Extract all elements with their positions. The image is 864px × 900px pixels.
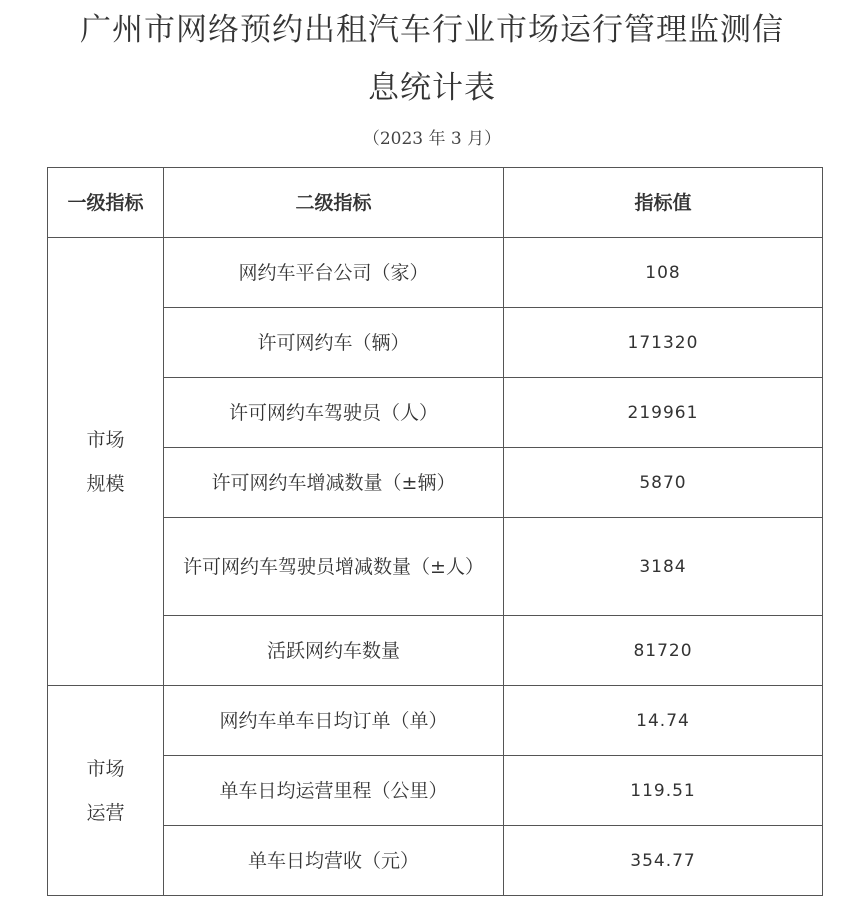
category-label-line-2: 运营 <box>86 801 125 824</box>
indicator-cell: 网约车单车日均订单（单） <box>164 686 504 756</box>
category-label-line-1: 市场 <box>86 757 125 780</box>
indicator-cell: 许可网约车驾驶员增减数量（±人） <box>164 518 504 616</box>
document-title-line-2: 息统计表 <box>368 70 496 106</box>
statistics-table <box>47 167 823 896</box>
indicator-cell: 单车日均营收（元） <box>164 826 504 896</box>
table-row <box>48 448 823 518</box>
indicator-cell: 活跃网约车数量 <box>164 616 504 686</box>
document-title-line-1: 广州市网络预约出租汽车行业市场运行管理监测信 <box>80 12 784 48</box>
header-level-2-indicator: 二级指标 <box>164 168 504 238</box>
table-row <box>48 378 823 448</box>
value-cell: 14.74 <box>504 686 823 756</box>
value-cell: 354.77 <box>504 826 823 896</box>
document-date: （2023 年 3 月） <box>362 129 502 149</box>
header-indicator-value: 指标值 <box>504 168 823 238</box>
table-row <box>48 238 823 308</box>
value-cell: 81720 <box>504 616 823 686</box>
value-cell: 171320 <box>504 308 823 378</box>
table-row <box>48 686 823 756</box>
value-cell: 3184 <box>504 518 823 616</box>
table-row <box>48 518 823 616</box>
value-cell: 119.51 <box>504 756 823 826</box>
table-row <box>48 826 823 896</box>
table-row <box>48 308 823 378</box>
category-market-scale <box>48 238 164 686</box>
category-market-operation <box>48 686 164 896</box>
indicator-cell: 许可网约车增减数量（±辆） <box>164 448 504 518</box>
table-row <box>48 616 823 686</box>
header-level-1-indicator: 一级指标 <box>48 168 164 238</box>
category-label-line-2: 规模 <box>86 472 125 495</box>
value-cell: 219961 <box>504 378 823 448</box>
table-row <box>48 756 823 826</box>
table-header-row <box>48 168 823 238</box>
indicator-cell: 许可网约车（辆） <box>164 308 504 378</box>
value-cell: 5870 <box>504 448 823 518</box>
category-label-line-1: 市场 <box>86 428 125 451</box>
indicator-cell: 网约车平台公司（家） <box>164 238 504 308</box>
indicator-cell: 单车日均运营里程（公里） <box>164 756 504 826</box>
indicator-cell: 许可网约车驾驶员（人） <box>164 378 504 448</box>
value-cell: 108 <box>504 238 823 308</box>
